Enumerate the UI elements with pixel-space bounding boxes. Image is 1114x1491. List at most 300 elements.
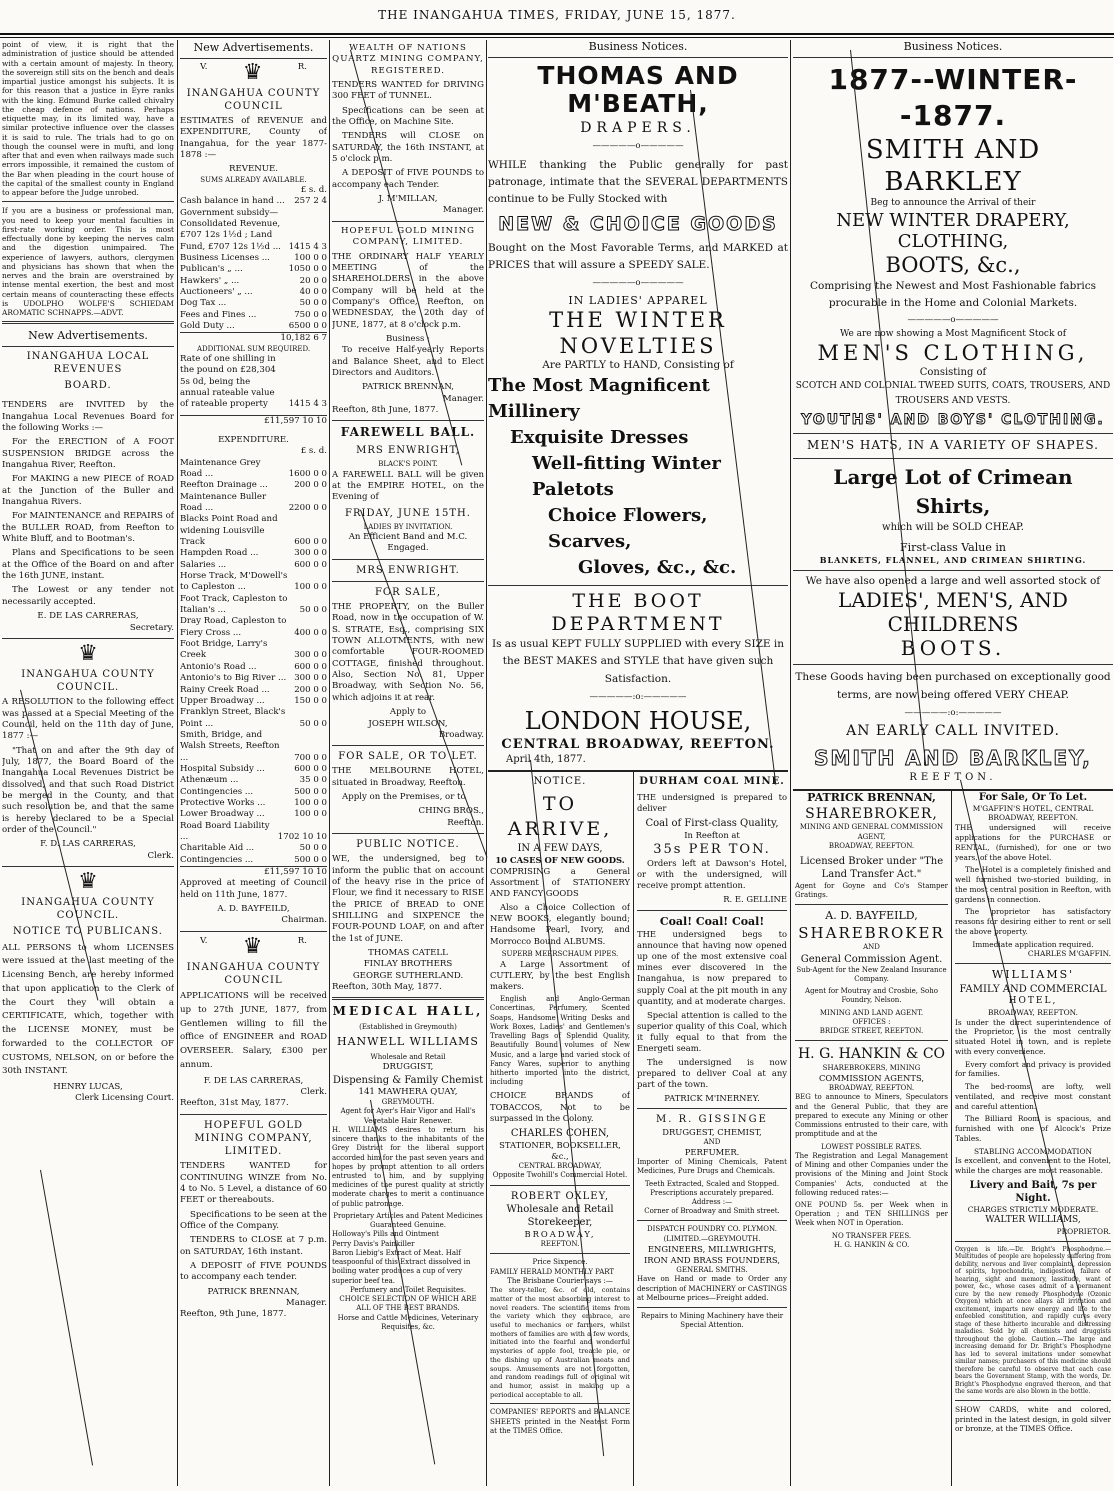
drapery-heading: NEW WINTER DRAPERY, CLOTHING, [836,209,1070,253]
ledger-label: Antonio's to Big River ... [180,673,287,684]
sub-column-left [795,791,948,1487]
ledger-label: Upper Broadway ... [180,695,265,706]
ledger-value: 100 0 0 [294,809,327,820]
ledger-row [180,787,327,798]
mine-text: THE undersigned is prepared to deliver [637,791,787,813]
date-line: Reefton, 30th May, 1877. [332,982,442,993]
hotel-text: The proprietor has satisfactory reasons for desiring either to rent or sell the above property. [955,907,1111,936]
column-divider [486,40,487,1486]
host-name: MRS ENWRIGHT, [356,445,460,457]
ornament-divider: —————:o:————— [904,708,1002,719]
date-line: Reefton, 9th June, 1877. [180,1309,287,1320]
tenders-text: TENDERS WANTED for DRIVING 300 FEET of TUNNEL. [332,80,484,102]
trade-label: STATIONER, BOOKSELLER, &c., [499,1139,621,1162]
trade-label: COMMISSION AGENTS, [818,1073,925,1084]
price-line: 35s PER TON. [653,841,771,857]
product-line: CHOICE SELECTION OF WHICH ARE ALL OF THE BEST BRANDS. [339,1295,477,1313]
fancy-line: Exquisite Dresses [510,426,689,448]
ledger-value: 750 0 0 [294,309,327,320]
location-line: In Reefton at [684,829,740,840]
address-label: Address :— [691,1197,733,1206]
ledger-value: 1702 10 10 [277,831,327,842]
ledger-row [180,594,327,617]
ledger-value: 35 0 0 [299,775,327,786]
ledger-value: 50 0 0 [299,605,327,616]
business-notices-title: Business Notices. [793,40,1113,58]
ledger-label: Hospital Subsidy ... [180,763,265,774]
application-line: Immediate application required. [972,939,1094,949]
signature-title: Manager. [442,393,484,404]
address: BRIDGE STREET, REEFTON. [819,1027,924,1036]
ornament-divider: —————o————— [592,141,684,152]
section-title: New Advertisements. [2,328,174,347]
ornament-divider: —————o————— [907,314,999,325]
ledger-label: Dog Tax ... [180,298,227,309]
company-sub: (LIMITED.—GREYMOUTH. [663,1234,761,1243]
cases-line: 10 CASES OF NEW GOODS. [495,854,625,865]
ledger-value: 700 0 0 [294,752,327,763]
review-source: The Brisbane Courier says :— [507,1276,613,1285]
ornament-divider: —————o————— [592,278,684,289]
ledger-label: Contingencies ... [180,786,254,797]
product-line: Holloway's Pills and Ointment [332,1230,439,1239]
council-heading: INANGAHUA COUNTY COUNCIL. [21,897,155,922]
signature-name: THOMAS CATELL [368,948,448,959]
signature-name: HENRY LUCAS, [53,1082,123,1093]
signature-name: R. E. GELLINE [723,894,787,905]
ledger-row [180,264,327,275]
currency-header: £ s. d. [300,446,327,457]
ledger-label: Maintenance Grey Road ... [180,457,261,479]
suits-line: SCOTCH AND COLONIAL TWEED SUITS, COATS, TROUSERS, AND TROUSERS AND VESTS. [795,381,1111,406]
agent-note: Agent for Ayer's Hair Vigor and Hall's Vegetable Hair Renewer. [340,1107,476,1125]
hotel-heading: WILLIAMS' [991,968,1075,982]
proprietor-name: A. D. BAYFEILD, [825,909,918,923]
ledger-value: 300 0 0 [294,548,327,559]
cutlery-text: A Large Assortment of CUTLERY, by the best English makers. [490,958,630,992]
signature-name: CHING BROS., [418,806,484,817]
signature-name: J. M'MILLAN, [378,194,438,205]
crest-row [180,933,327,959]
service-line: Prescriptions accurately prepared. [650,1188,774,1197]
signature-title: Broadway. [438,729,484,740]
applications-text: APPLICATIONS will be received up to 27th JUNE, 1877, from Gentlemen willing to fill the office of ENGINEER and ROAD OVERSEER. Salary, £300 per annum. [180,991,327,1070]
trade-label: Storekeeper, [527,1216,593,1228]
ledger-row [180,571,327,594]
resolution-quote: "That on and after the 9th day of July, 1877, the Board Board of the Inangahua Local Revenues District be dissolved, and that such Road District be merged in the County, and that such resolution be, and that the same is hereby declared to be a Special order of the Council." [2,745,174,836]
expenditure-heading: EXPENDITURE. [218,434,289,445]
ledger-row [180,560,327,571]
crest-r: R. [297,935,307,946]
notice-text: WE, the undersigned, beg to inform the public that on account of the heavy rise in the price of Flour, we find it necessary to RISE the PRICE of BREAD to ONE SHILLING and SIXPENCE the FOUR-POUND LOAF, on and after the 1st of JUNE. [332,854,484,944]
sums-heading: SUMS ALREADY AVAILABLE. [200,175,307,184]
address: BROADWAY, REEFTON. [828,1084,915,1093]
currency-header: £ s. d. [300,184,327,195]
livery-line: Livery and Bait, 7s per Night. [969,1180,1097,1205]
also-text: Also a Choice Collection of NEW BOOKS, elegantly bound; Handsome Pearl, Ivory, and Morrocco Bound ALBUMS. [490,902,630,946]
ledger-value: 40 0 0 [299,286,327,297]
signature-title: Manager. [285,1297,327,1308]
ledger-row [180,798,327,809]
licensed-line: Licensed Broker under "The Land Transfer Act." [799,856,944,881]
ledger-label: Cash balance in hand ... [180,196,285,207]
opened-line: We have also opened a large and well assorted stock of [805,574,1101,587]
trade-label: DRUGGIST, [382,1062,434,1073]
signature-name: A. D. BAYFEILD, [217,904,290,915]
signature-name: CHARLES M'GAFFIN. [1027,949,1111,959]
spec-text: Specifications can be seen at the Office, on Machine Site. [332,105,484,128]
column-5 [793,40,1113,1486]
royal-crest-icon: ♛ [242,59,263,85]
purchased-text: These Goods having been purchased on exceptionally good terms, are now being offered VERY CHEAP. [795,671,1111,702]
ledger-label: Salaries ... [180,559,227,570]
fancy-line: The Most Magnificent Millinery [488,374,710,422]
phosphodyne-text: Oxygen is life.—Dr. Bright's Phosphodyne.—Multitudes of people are hopelessly suffering from debility, nervous and liver complaints, depression of spirits, hypochondria, indigestion, failure of hearing, sight and memory, lassitude, want of power, &c., whose cases admit of a permanent cure by the new remedy Phosphodyne (Ozonic Oxygen) which at once allays all irritation and excitement, imparts new energy and life to the enfeebled constitution, and rapidly cures every stage of these hitherto incurable and distressing maladies. Sold by all chemists and druggists throughout the globe. Caution.—The large and increasing demand for Dr. Bright's Phosphodyne has led to several imitations under somewhat similar names; purchasers of this medicine should therefore be careful to observe that each case bears the Government Stamp, with the words, Dr. Bright's Phosphodyne engraved thereon, and that the same words are also blown in the bottle. [955,1245,1111,1396]
hotel-text: THE MELBOURNE HOTEL, situated in Broadway, Reefton. [332,766,484,788]
showing-line: We are now showing a Most Magnificent Stock of [839,328,1067,339]
agent-line: Agent for Goyne and Co's Stamper Gratings. [795,881,948,899]
signature-name: PATRICK BRENNAN, [361,382,455,393]
ledger-row [180,208,327,253]
fees-text: ONE POUND 5s. per Week when in Operation ; and TEN SHILLINGS per Week when NOT in Operation. [795,1201,948,1228]
value-line: First-class Value in [900,540,1006,554]
coal-heading: Coal! Coal! Coal! [659,914,765,928]
product-line: Baron Liebig's Extract of Meat. Half teaspoonful of this Extract dissolved in boiling water produces a cup of very superior beef tea. [332,1248,471,1285]
signature-name: H. G. HANKIN & CO. [833,1240,910,1249]
ledger-value: 600 0 0 [294,661,327,672]
fancy-line: Gloves, &c., &c. [578,557,737,579]
sub-column-right [955,791,1111,1487]
ledger-value: 200 0 0 [294,684,327,695]
early-call: AN EARLY CALL INVITED. [846,723,1060,740]
fees-line: NO TRANSFER FEES. [831,1231,912,1240]
sale-heading: FOR SALE, [374,586,442,598]
signature-title: Clerk. [300,1086,327,1097]
estimates-text: ESTIMATES of REVENUE and EXPENDITURE, County of Inangahua, for the year 1877-1878 :— [180,115,327,160]
pipes-line: SUPERB MEERSCHAUM PIPES. [501,949,619,958]
column-divider [790,40,791,1486]
ledger-label: Dray Road, Capleston to Fiery Cross ... [180,616,287,638]
ledger-label: Hampden Road ... [180,548,259,559]
price-line: Price Sixpence. [532,1258,588,1267]
company-heading: HOPEFUL GOLD MINING COMPANY, LIMITED. [341,225,475,248]
product-line: Proprietary Articles and Patent Medicines Guaranteed Genuine. [333,1211,483,1230]
ledger-value: 50 0 0 [299,843,327,854]
ledger-row [180,492,327,515]
hotel-text: The bed-rooms are lofty, well ventilated, and receive most constant and careful attention. [955,1082,1111,1111]
ledger-label: Road Board Liability ... [180,820,270,842]
stabling-heading: STABLING ACCOMMODATION [973,1146,1093,1156]
apply-label: Apply to [389,707,427,718]
boot-heading: THE BOOT DEPARTMENT [551,590,725,636]
ledger-label: Foot Bridge, Larry's Creek [180,639,268,661]
hotel-text: THE undersigned will receive applications for the PURCHASE or RENTAL, (furnished), for one or two years, of the above Hotel. [955,823,1111,862]
special-text: Special attention is called to the superior quality of this Coal, which it fully equal to that from the Energeti seam. [637,1009,787,1053]
service-line: Teeth Extracted, Scaled and Stopped. [644,1179,780,1188]
rate-row [180,354,327,411]
fancy-line: Well-fitting Winter Paletots [532,452,721,500]
hotel-heading: FAMILY AND COMMERCIAL [959,983,1107,995]
family-heading: FAMILY HERALD MONTHLY PART [490,1267,615,1276]
crimean-heading: Large Lot of Crimean Shirts, [833,465,1073,519]
crest-v: V. [200,935,208,946]
signature-name: PATRICK M'INERNEY. [664,1093,760,1104]
expenditure-total: £11,597 10 10 [180,866,327,878]
review-text: The story-teller, &c. of old, contains matter of the most absorbing interest to novel readers. The scientific items from the variety which they embrace, are useful to mechanics or farmers, whilst mothers of families are with a few words, initiated into the fearful and wonderful mysteries of apple fool, treacle pie, or the dishing up of Australian meats and soups. Amusements are not forgotten, and random readings full of original wit and humor, assist in making up a periodical acceptable to all. [490,1286,630,1399]
deposit-text: A DEPOSIT of FIVE POUNDS to accompany each Tender. [332,168,484,190]
royal-crest-icon: ♛ [78,869,98,895]
ledger-label: Hawkers' „ ... [180,275,240,286]
ledger-row [180,730,327,764]
ledger-label: Auctioneers' „ ... [180,286,253,297]
date-line: April 4th, 1877. [506,754,586,766]
rate-text: Rate of one shilling in the pound on £28,304 5s 0d, being the annual rateable value of rateable property [180,353,276,410]
ledger-row [180,458,327,481]
signature-title: Manager. [442,205,484,216]
store-address: CENTRAL BROADWAY, REEFTON. [501,736,775,752]
ledger-row [180,685,327,696]
proprietor-name: ROBERT OXLEY, [510,1190,610,1202]
announce-text: BEG to announce to Miners, Speculators and the General Public, that they are prepared to execute any Mining or other Commissions entrusted to their care, with promptitude and at the [795,1093,948,1139]
store-name: LONDON HOUSE, [524,707,752,736]
address: Corner of Broadway and Smith street. [644,1207,780,1216]
firm-signature-banner: SMITH AND BARKLEY, [793,745,1113,771]
trade-label: PERFUMER. [684,1146,740,1157]
hotel-text: Is excellent, and convenient to the Hotel, while the charges are most reasonable. [955,1156,1111,1176]
ledger-value: 100 0 0 [294,252,327,263]
ledger-value: 600 0 0 [294,763,327,774]
tobacco-text: CHOICE BRANDS of TOBACCOS, Not to be surpassed in the Colony. [490,1090,630,1123]
hats-line: MEN'S HATS, IN A VARIETY OF SHAPES. [807,438,1099,453]
ledger-label: Business Licenses ... [180,252,270,263]
company-heading: WEALTH OF NATIONS QUARTZ MINING COMPANY, REGISTERED. [332,43,484,76]
agent-line: Agent for Moutray and Crosbie, Soho Foundry, Nelson. [805,987,938,1005]
ledger-row [180,843,327,854]
revenue-heading: REVENUE. [229,164,278,175]
partly-text: Are PARTLY to HAND, Consisting of [542,358,734,371]
trade-label: Wholesale and Retail [370,1053,446,1061]
boots-heading: BOOTS. [900,636,1006,661]
hotel-text: The Billiard Room is spacious, and furnished with one of Alcock's Prize Tables. [955,1114,1111,1143]
youths-banner: YOUTHS' AND BOYS' CLOTHING. [793,411,1113,429]
board-heading: INANGAHUA LOCAL REVENUES [26,350,150,375]
ledger-value: 150 0 0 [294,695,327,706]
sale-heading: FOR SALE, OR TO LET. [338,751,478,763]
work-item: For MAINTENANCE and REPAIRS of the BULLER ROAD, from Reefton to White Bluff, and to Bootman's. [2,511,174,545]
town: REEFTON. [909,772,997,784]
ledger-label: Publican's „ ... [180,264,243,275]
column-divider [329,40,330,1486]
firm-name: SMITH AND BARKLEY [865,135,1041,197]
ledger-row [180,855,327,866]
ledger-row [180,298,327,309]
ledger-value: 20 0 0 [299,275,327,286]
show-cards-text: SHOW CARDS, white and colored, printed in the latest design, in gold silver or bronze, at the TIMES Office. [955,1404,1111,1434]
trade-heading: SHAREBROKER [798,923,945,942]
revenue-list [180,196,327,332]
date-line: Reefton, 8th June, 1877. [332,404,439,415]
masthead-rule-thin [0,37,1114,38]
ledger-row [180,287,327,298]
trade-label: AND [863,943,880,952]
advertorial-paragraph: If you are a business or professional man, you need to keep your mental faculties in first-rate working order. This is most effectually done by keeping the nerves calm and the digestion unimpaired. The experience of lawyers, authors, clergymen and physicians has shown that when the nerves and the brain are overstrained by intense mental exertion, the best and most certain means of counteracting these effects is UDOLPHO WOLFE'S SCHIEDAM AROMATIC SCHNAPPS.—ADVT. [2,206,174,317]
proprietor-name: HANWELL WILLIAMS [337,1035,479,1049]
firm-trade: DRAPERS. [580,120,696,137]
winter-banner: 1877--WINTER--1877. [828,62,1078,133]
hotel-text: The Hotel is a completely finished and well furnished two-storied building, in the most central position in Reefton, with gardens in connection. [955,865,1111,904]
ladies-heading: IN LADIES' APPAREL [568,293,708,307]
ledger-row [180,821,327,844]
crest-row [180,59,327,85]
ledger-value: 1050 0 0 [288,264,327,275]
host-name: MRS ENWRIGHT. [356,564,460,576]
ledger-row [180,639,327,662]
ledger-label: Contingencies ... [180,854,254,865]
invitation-note: LADIES BY INVITATION. [363,522,453,531]
trade-label: SHAREBROKERS, MINING [822,1063,921,1072]
mine-heading: DURHAM COAL MINE. [639,776,785,788]
repairs-text: Repairs to Mining Machinery have their Special Attention. [640,1312,784,1330]
farewell-text: A FAREWELL BALL will be given at the EMPIRE HOTEL, on the Evening of [332,469,484,503]
section-title: New Advertisements. [180,40,327,59]
column-1 [2,40,174,1486]
additional-heading: ADDITIONAL SUM REQUIRED. [196,344,311,353]
column-divider [177,40,178,1486]
signature-title: Clerk Licensing Court. [75,1093,174,1104]
trade-label: Dispensing & Family Chemist [332,1074,484,1086]
hotel-heading: HOTEL, [1008,995,1058,1006]
bought-text: Bought on the Most Favorable Terms, and MARKED at PRICES that will assure a SPEEDY SALE. [488,241,788,272]
ledger-label: Antonio's Road ... [180,661,257,672]
ledger-value: 600 0 0 [294,537,327,548]
ledger-row [180,514,327,548]
ledger-row [180,480,327,491]
ornament-divider: —————:o:————— [589,691,687,702]
ledger-value: 300 0 0 [294,650,327,661]
publicans-text: ALL PERSONS to whom LICENSES were issued at the last meeting of the Licensing Bench, are hereby informed that upon application to the Clerk of the Court they will obtain a CERTIFICATE, which, together with the LICENSE MONEY, must be forwarded to the COLLECTOR OF CUSTOMS, NELSON, on or before the 30th INSTANT. [2,942,174,1077]
new-goods-banner: NEW & CHOICE GOODS [488,212,788,237]
firm-name: THOMAS AND M'BEATH, [537,60,739,119]
consisting-line: Consisting of [919,367,987,379]
blankets-line: BLANKETS, FLANNEL, AND CRIMEAN SHIRTING. [819,555,1087,566]
close-text: TENDERS will CLOSE on SATURDAY, the 16th INSTANT, at 5 o'clock p.m. [332,131,484,165]
intro-text: WHILE thanking the Public generally for past patronage, intimate that the SEVERAL DEPARTMENTS continue to be Fully Stocked with [488,158,788,206]
council-heading: INANGAHUA COUNTY COUNCIL. [21,668,155,694]
ledger-row [180,548,327,559]
address: 141 MAWHERA QUAY, [358,1086,458,1097]
offices-label: OFFICES : [852,1017,891,1026]
farewell-heading: FAREWELL BALL. [340,425,476,440]
fancy-line: Choice Flowers, Scarves, [548,505,708,553]
ledger-label: Fees and Fines ... [180,309,257,320]
masthead: THE INANGAHUA TIMES, FRIDAY, JUNE 15, 1877. [378,8,736,22]
trade-label: GENERAL SMITHS. [676,1266,748,1275]
address: BROADWAY, REEFTON. [987,1007,1079,1017]
ledger-row [180,707,327,730]
product-line: Perry Davis's Painkiller [332,1239,415,1248]
trade-label: MINING AND GENERAL COMMISSION AGENT, [799,823,944,841]
ledger-value: 300 0 0 [294,673,327,684]
ledger-value: 600 0 0 [294,559,327,570]
masthead-rule [0,33,1114,35]
ledger-label: Maintenance Buller Road ... [180,491,267,514]
signature-title: PROPRIETOR. [1056,1227,1111,1237]
ledger-row [180,321,327,332]
ledger-value: 1415 4 3 [288,241,327,252]
ledger-label: Gold Duty ... [180,320,235,331]
agent-line: Sub-Agent for the New Zealand Insurance Company. [796,965,947,983]
trade-label: ENGINEERS, MILLWRIGHTS, IRON AND BRASS FOUNDERS, [643,1243,781,1266]
signature-name: F. D. LAS CARRERAS, [40,839,136,850]
town: GREYMOUTH. [381,1098,435,1107]
signature-name: GEORGE SUTHERLAND. [352,970,464,981]
town: REEFTON. [540,1240,580,1249]
lowest-text: The Lowest or any tender not necessarily accepted. [2,585,174,607]
mens-heading: MEN'S CLOTHING, [817,340,1089,365]
ledger-label: Rainy Creek Road ... [180,684,270,695]
importer-text: Importer of Mining Chemicals, Patent Medicines, Pure Drugs and Chemicals. [637,1158,787,1176]
trade-heading: SHAREBROKER, [805,806,938,823]
ledger-row [180,809,327,820]
company-heading: DISPATCH FOUNDRY CO. PLYMON. [647,1225,777,1234]
company-heading: HOPEFUL GOLD MINING COMPANY, LIMITED. [194,1119,313,1158]
ledger-label: Charitable Aid ... [180,843,255,854]
ledger-value: 500 0 0 [294,786,327,797]
business-notices-title: Business Notices. [488,40,788,58]
proprietor-name: M. R. GISSINGE [656,1114,768,1126]
medical-heading: MEDICAL HALL, [332,1004,484,1019]
ledger-label: Franklyn Street, Black's Point ... [180,707,286,729]
ledger-value: 257 2 4 [294,196,327,207]
arrive-sub: IN A FEW DAYS, [517,842,603,854]
product-line: Perfumery and Toilet Requisites. [350,1285,466,1294]
approved-text: Approved at meeting of Council held on 11th June, 1877. [180,878,327,900]
orders-text: Orders left at Dawson's Hotel, or with the undersigned, will receive prompt attention. [637,858,787,891]
winter-heading: THE WINTER NOVELTIES [549,308,727,358]
ledger-row [180,673,327,684]
event-date: FRIDAY, JUNE 15TH. [345,507,471,519]
column-3 [332,40,484,1486]
work-item: For MAKING a new PIECE of ROAD at the Junction of the Buller and Inangahua Rivers. [2,474,174,508]
council-heading: INANGAHUA COUNTY COUNCIL [186,961,321,986]
ledger-label: Blacks Point Road and widening Louisville Track [180,514,278,548]
ledger-label: Government subsidy—Consolidated Revenue, £707 12s 1½d ; Land Fund, £707 12s 1½d ... [180,207,281,252]
property-text: THE PROPERTY, on the Buller Road, now in the occupation of W. S. STRATE, Esq., comprising SIX TOWN ALLOTMENTS, with new comfortable FOUR-ROOMED COTTAGE, finished throughout. Also, Section No. 81, Upper Broadway, with Section No. 56, which adjoins it at rear. [332,602,484,703]
tenders-intro: TENDERS are INVITED by the Inangahua Local Revenues Board for the following Works :— [2,400,174,434]
product-line: Horse and Cattle Medicines, Veterinary Requisites, &c. [337,1313,479,1331]
ledger-row [180,662,327,673]
date-line: Reefton, 31st May, 1877. [180,1098,289,1109]
coal-text: THE undersigned begs to announce that having now opened up one of the most extensive coal mines ever discovered in the Inangahua, is now prepared to supply Coal at the pit mouth in any quantity, and at moderate charges. [637,929,787,1006]
address: CENTRAL BROADWAY, [518,1162,602,1171]
address: BROADWAY, REEFTON. [828,841,915,850]
host-location: BLACK'S POINT. [378,460,438,469]
ledger-label: Foot Track, Capleston to Italian's ... [180,593,288,616]
band-note: An Efficient Band and M.C. Engaged. [348,532,468,554]
business-text: To receive Half-yearly Reports and Balance Sheet, and to Elect Directors and Auditors. [332,345,484,378]
article-paragraph: point of view, it is right that the administration of justice should be attended with a certain amount of majesty. In theory, the sovereign still sits on the bench and deals impartial justice amongst his subjects. It is for this reason that a justice in Eyre ranks with the king. Edmund Burke called chivalry the cheap defence of nations. Perhaps etiquette may, in its limited way, have a similar protective influence over the classes it is said to rule. The trials had to go on though the counsel were in mufti, and long after that and even when railways made such errors impossible, it remained the custom of the Bar when pleading in the court house of the capital of the smallest county in England to appear before the Judge unrobed. [2,40,174,197]
ledger-value: 100 0 0 [294,582,327,593]
ledger-row [180,196,327,207]
deliver-text: The undersigned is now prepared to deliver Coal at any part of the town. [637,1057,787,1090]
arrive-heading: TO ARRIVE, [507,792,613,840]
plans-text: Plans and Specifications to be seen at the Office of the Board on and after the 16th JUNE, instant. [2,548,174,582]
ledger-label: Protective Works ... [180,797,266,808]
sub-columns [488,770,788,1486]
ledger-value: 400 0 0 [294,627,327,638]
address: Opposite Twohill's Commercial Hotel. [492,1171,628,1180]
ledger-row [180,310,327,321]
